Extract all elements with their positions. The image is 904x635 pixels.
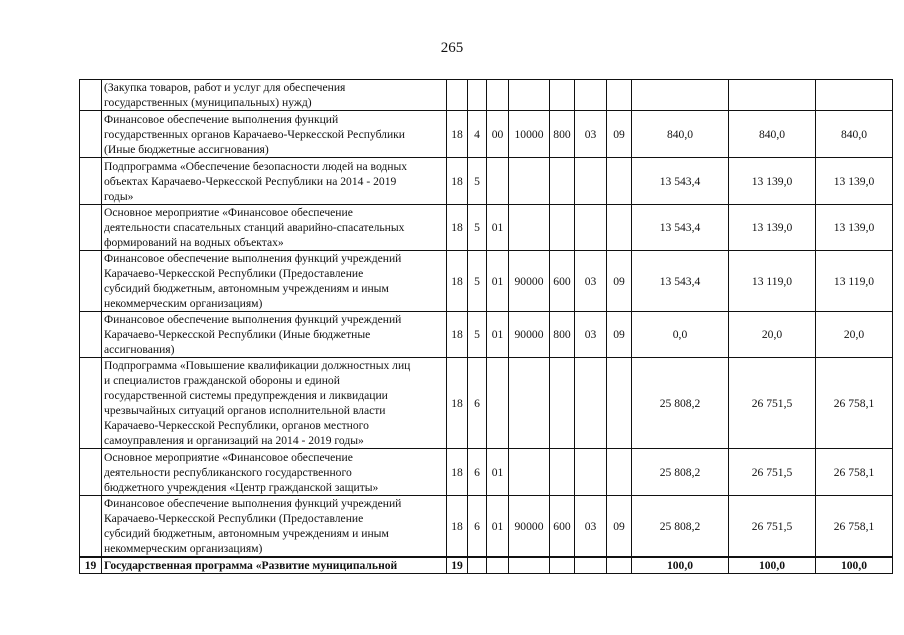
amount-year-3: 13 119,0 xyxy=(816,251,893,312)
amount-year-1: 100,0 xyxy=(632,557,729,574)
row-number xyxy=(80,111,102,158)
row-number: 19 xyxy=(80,557,102,574)
description-line: (Закупка товаров, работ и услуг для обеспечения xyxy=(104,81,346,94)
description-line: ассигнования) xyxy=(104,343,175,356)
code-program: 6 xyxy=(468,358,487,449)
amount-year-3: 840,0 xyxy=(816,111,893,158)
row-description xyxy=(102,111,447,158)
amount-year-3: 26 758,1 xyxy=(816,358,893,449)
code-direction xyxy=(509,80,550,111)
description-line: Карачаево-Черкесской Республики (Иные бюджетные xyxy=(104,328,371,341)
amount-year-3: 13 139,0 xyxy=(816,158,893,205)
budget-table xyxy=(79,79,893,574)
code-program: 6 xyxy=(468,496,487,558)
amount-year-1: 13 543,4 xyxy=(632,251,729,312)
table-row xyxy=(80,205,893,251)
amount-year-2: 26 751,5 xyxy=(729,449,816,496)
description-line: государственной системы предупреждения и ликвидации xyxy=(104,389,388,402)
amount-year-1: 13 543,4 xyxy=(632,205,729,251)
code-expense-type xyxy=(550,158,575,205)
table-row xyxy=(80,251,893,312)
code-subsection: 09 xyxy=(607,251,632,312)
description-line: субсидий бюджетным, автономным учреждениям и иным xyxy=(104,282,389,295)
row-description xyxy=(102,158,447,205)
code-expense-type xyxy=(550,449,575,496)
amount-year-2: 13 139,0 xyxy=(729,158,816,205)
code-ministry: 18 xyxy=(447,496,468,558)
table-row xyxy=(80,111,893,158)
description-line: субсидий бюджетным, автономным учреждениям и иным xyxy=(104,527,389,540)
code-subprogram xyxy=(487,80,509,111)
code-subprogram: 00 xyxy=(487,111,509,158)
code-ministry: 18 xyxy=(447,251,468,312)
code-section: 03 xyxy=(575,312,607,358)
code-subsection xyxy=(607,557,632,574)
code-ministry: 18 xyxy=(447,449,468,496)
code-ministry: 19 xyxy=(447,557,468,574)
description-line: Основное мероприятие «Финансовое обеспечение xyxy=(104,206,353,219)
description-line: некоммерческим организациям) xyxy=(104,297,263,310)
code-direction xyxy=(509,158,550,205)
code-subprogram: 01 xyxy=(487,449,509,496)
code-section xyxy=(575,449,607,496)
code-section xyxy=(575,557,607,574)
code-direction xyxy=(509,449,550,496)
amount-year-2: 20,0 xyxy=(729,312,816,358)
description-line: бюджетного учреждения «Центр гражданской защиты» xyxy=(104,480,379,494)
row-description xyxy=(102,251,447,312)
code-direction: 90000 xyxy=(509,496,550,558)
description-line: Основное мероприятие «Финансовое обеспечение xyxy=(104,450,353,464)
row-description xyxy=(102,80,447,111)
amount-year-3: 20,0 xyxy=(816,312,893,358)
code-section xyxy=(575,205,607,251)
amount-year-2: 26 751,5 xyxy=(729,358,816,449)
row-number xyxy=(80,358,102,449)
page-number: 265 xyxy=(440,40,464,56)
code-subprogram: 01 xyxy=(487,312,509,358)
code-expense-type: 800 xyxy=(550,111,575,158)
table-row xyxy=(80,358,893,449)
description-line: Финансовое обеспечение выполнения функций учреждений xyxy=(104,252,402,265)
row-description xyxy=(102,449,447,496)
code-ministry: 18 xyxy=(447,205,468,251)
code-expense-type: 800 xyxy=(550,312,575,358)
code-program: 5 xyxy=(468,205,487,251)
code-program xyxy=(468,80,487,111)
row-number xyxy=(80,496,102,558)
code-subsection xyxy=(607,205,632,251)
description-line: некоммерческим организациям) xyxy=(104,542,263,555)
code-section xyxy=(575,158,607,205)
code-ministry: 18 xyxy=(447,358,468,449)
row-description xyxy=(102,312,447,358)
code-direction xyxy=(509,358,550,449)
amount-year-2: 13 139,0 xyxy=(729,205,816,251)
code-section: 03 xyxy=(575,496,607,558)
code-direction: 90000 xyxy=(509,251,550,312)
code-subsection xyxy=(607,358,632,449)
table-row xyxy=(80,496,893,558)
code-subprogram: 01 xyxy=(487,496,509,558)
row-description xyxy=(102,557,447,574)
amount-year-3: 26 758,1 xyxy=(816,496,893,558)
description-line: Государственная программа «Развитие муниципальной xyxy=(104,559,398,572)
code-program: 5 xyxy=(468,312,487,358)
amount-year-2: 100,0 xyxy=(729,557,816,574)
amount-year-3: 100,0 xyxy=(816,557,893,574)
code-ministry xyxy=(447,80,468,111)
code-subsection: 09 xyxy=(607,111,632,158)
code-subsection xyxy=(607,449,632,496)
code-subsection xyxy=(607,158,632,205)
code-expense-type xyxy=(550,557,575,574)
amount-year-3 xyxy=(816,80,893,111)
description-line: самоуправления и организаций на 2014 - 2019 годы» xyxy=(104,434,364,447)
code-ministry: 18 xyxy=(447,158,468,205)
code-expense-type: 600 xyxy=(550,251,575,312)
description-line: и специалистов гражданской обороны и единой xyxy=(104,374,340,387)
code-subsection: 09 xyxy=(607,496,632,558)
description-line: годы» xyxy=(104,189,134,203)
description-line: формирований на водных объектах» xyxy=(104,236,284,249)
amount-year-2 xyxy=(729,80,816,111)
code-ministry: 18 xyxy=(447,312,468,358)
amount-year-1: 25 808,2 xyxy=(632,449,729,496)
description-line: объектах Карачаево-Черкесской Республики на 2014 - 2019 xyxy=(104,174,397,188)
code-expense-type xyxy=(550,205,575,251)
description-line: Подпрограмма «Обеспечение безопасности людей на водных xyxy=(104,159,408,173)
row-number xyxy=(80,205,102,251)
description-line: Карачаево-Черкесской Республики, органов местного xyxy=(104,419,369,432)
amount-year-3: 13 139,0 xyxy=(816,205,893,251)
row-number xyxy=(80,80,102,111)
code-subprogram: 01 xyxy=(487,205,509,251)
code-subsection xyxy=(607,80,632,111)
amount-year-1: 13 543,4 xyxy=(632,158,729,205)
code-section: 03 xyxy=(575,251,607,312)
description-line: (Иные бюджетные ассигнования) xyxy=(104,142,269,156)
table-row xyxy=(80,449,893,496)
code-subprogram xyxy=(487,557,509,574)
amount-year-2: 13 119,0 xyxy=(729,251,816,312)
table-row xyxy=(80,158,893,205)
code-subprogram xyxy=(487,358,509,449)
code-section: 03 xyxy=(575,111,607,158)
description-line: государственных органов Карачаево-Черкесской Республики xyxy=(104,127,406,141)
code-direction xyxy=(509,205,550,251)
row-description xyxy=(102,358,447,449)
description-line: Карачаево-Черкесской Республики (Предоставление xyxy=(104,267,364,280)
code-subsection: 09 xyxy=(607,312,632,358)
row-description xyxy=(102,496,447,558)
amount-year-1: 840,0 xyxy=(632,111,729,158)
description-line: чрезвычайных ситуаций органов исполнительной власти xyxy=(104,404,386,417)
amount-year-1 xyxy=(632,80,729,111)
row-description xyxy=(102,205,447,251)
row-number xyxy=(80,158,102,205)
table-row xyxy=(80,312,893,358)
description-line: государственных (муниципальных) нужд) xyxy=(104,96,312,109)
code-subprogram xyxy=(487,158,509,205)
code-program: 5 xyxy=(468,158,487,205)
amount-year-2: 26 751,5 xyxy=(729,496,816,558)
code-expense-type: 600 xyxy=(550,496,575,558)
amount-year-1: 0,0 xyxy=(632,312,729,358)
description-line: Финансовое обеспечение выполнения функций учреждений xyxy=(104,313,402,326)
amount-year-3: 26 758,1 xyxy=(816,449,893,496)
code-ministry: 18 xyxy=(447,111,468,158)
code-program xyxy=(468,557,487,574)
code-expense-type xyxy=(550,80,575,111)
row-number xyxy=(80,312,102,358)
description-line: деятельности спасательных станций аварийно-спасательных xyxy=(104,221,405,234)
row-number xyxy=(80,449,102,496)
code-direction: 90000 xyxy=(509,312,550,358)
description-line: Финансовое обеспечение выполнения функций xyxy=(104,112,339,126)
row-number xyxy=(80,251,102,312)
description-line: Финансовое обеспечение выполнения функций учреждений xyxy=(104,497,402,510)
code-program: 5 xyxy=(468,251,487,312)
code-program: 6 xyxy=(468,449,487,496)
code-section xyxy=(575,80,607,111)
code-program: 4 xyxy=(468,111,487,158)
code-direction xyxy=(509,557,550,574)
description-line: деятельности республиканского государственного xyxy=(104,465,352,479)
description-line: Подпрограмма «Повышение квалификации должностных лиц xyxy=(104,359,411,372)
code-direction: 10000 xyxy=(509,111,550,158)
table-row xyxy=(80,80,893,111)
code-expense-type xyxy=(550,358,575,449)
code-subprogram: 01 xyxy=(487,251,509,312)
amount-year-2: 840,0 xyxy=(729,111,816,158)
code-section xyxy=(575,358,607,449)
table-row xyxy=(80,557,893,574)
description-line: Карачаево-Черкесской Республики (Предоставление xyxy=(104,512,364,525)
amount-year-1: 25 808,2 xyxy=(632,358,729,449)
amount-year-1: 25 808,2 xyxy=(632,496,729,558)
